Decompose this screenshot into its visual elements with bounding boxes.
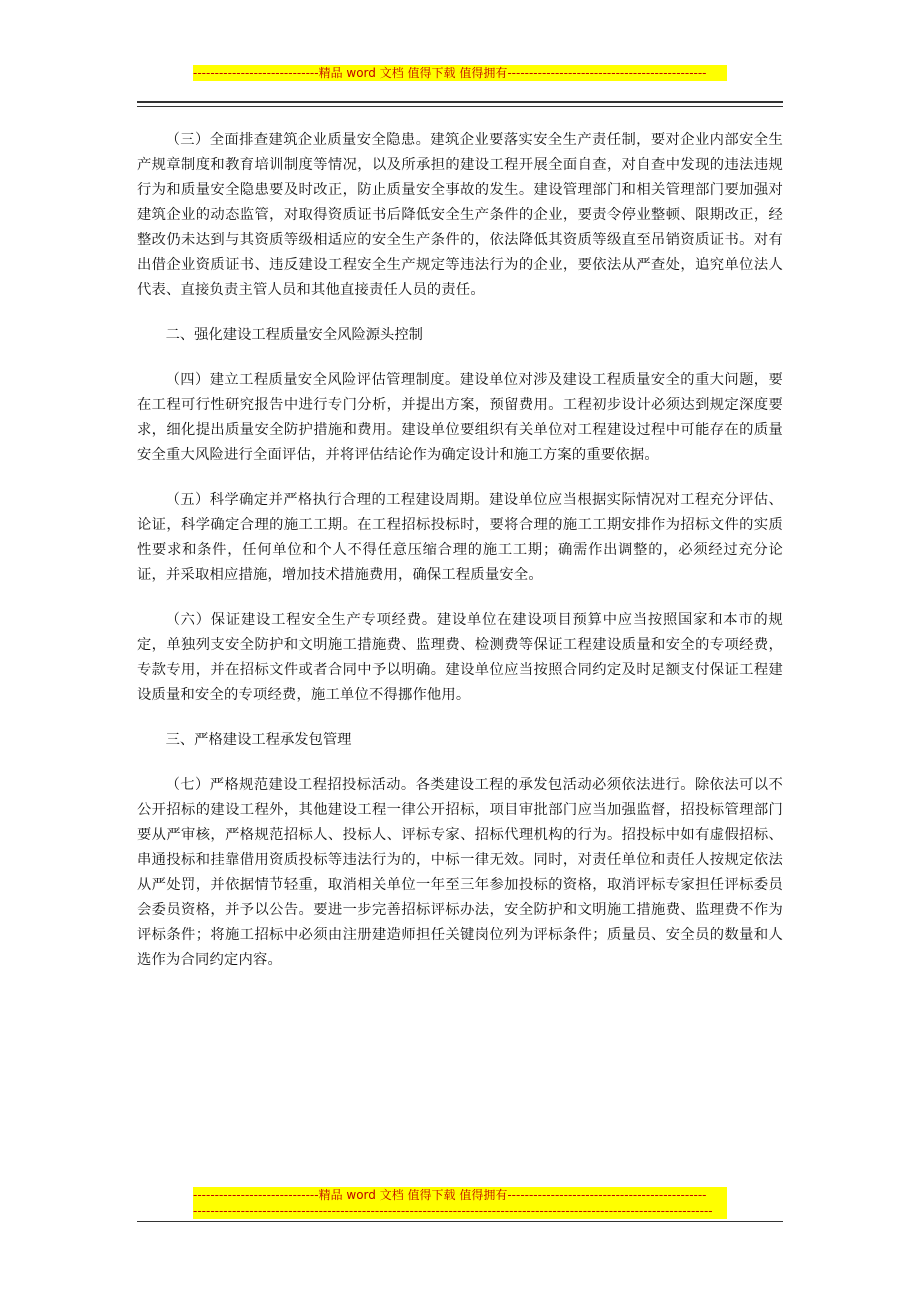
- header-banner-text: -----------------------------精品 word 文档 值得下载 值得拥有----------------------------------------------: [193, 66, 707, 80]
- document-body: [137, 128, 783, 993]
- paragraph-7: （七）严格规范建设工程招投标活动。各类建设工程的承发包活动必须依法进行。除依法可以不公开招标的建设工程外，其他建设工程一律公开招标，项目审批部门应当加强监督，招投标管理部门要从严审核，严格规范招标人、投标人、评标专家、招标代理机构的行为。招投标中如有虚假招标、串通投标和挂靠借用资质投标等违法行为的，中标一律无效。同时，对责任单位和责任人按规定依法从严处罚，并依据情节轻重，取消相关单位一年至三年参加投标的资格，取消评标专家担任评标委员会委员资格，并予以公告。要进一步完善招标评标办法，安全防护和文明施工措施费、监理费不作为评标条件；将施工招标中必须由注册建造师担任关键岗位列为评标条件；质量员、安全员的数量和人选作为合同约定内容。: [137, 777, 783, 968]
- section-heading-3: 三、严格建设工程承发包管理: [165, 732, 352, 748]
- section-heading-2: 二、强化建设工程质量安全风险源头控制: [165, 327, 423, 343]
- paragraph-5: （五）科学确定并严格执行合理的工程建设周期。建设单位应当根据实际情况对工程充分评估、论证，科学确定合理的施工工期。在工程招标投标时，要将合理的施工工期安排作为招标文件的实质性要求和条件，任何单位和个人不得任意压缩合理的施工工期；确需作出调整的，必须经过充分论证，并采取相应措施，增加技术措施费用，确保工程质量安全。: [137, 492, 783, 583]
- header-banner: [193, 65, 727, 81]
- footer-banner-dashes: ------------------------------------------------------------------------------------------------------------------------: [193, 1204, 713, 1218]
- paragraph-3: （三）全面排查建筑企业质量安全隐患。建筑企业要落实安全生产责任制，要对企业内部安全生产规章制度和教育培训制度等情况，以及所承担的建设工程开展全面自查，对自查中发现的违法违规行为和质量安全隐患要及时改正，防止质量安全事故的发生。建设管理部门和相关管理部门要加强对建筑企业的动态监管，对取得资质证书后降低安全生产条件的企业，要责令停业整顿、限期改正，经整改仍未达到与其资质等级相适应的安全生产条件的，依法降低其资质等级直至吊销资质证书。对有出借企业资质证书、违反建设工程安全生产规定等违法行为的企业，要依法从严查处，追究单位法人代表、直接负责主管人员和其他直接责任人员的责任。: [137, 132, 783, 298]
- footer-rule: [137, 1221, 783, 1222]
- footer-banner-text: -----------------------------精品 word 文档 值得下载 值得拥有----------------------------------------------: [193, 1188, 707, 1202]
- header-rule-thin: [137, 106, 783, 107]
- footer-banner: [193, 1187, 727, 1219]
- paragraph-4: （四）建立工程质量安全风险评估管理制度。建设单位对涉及建设工程质量安全的重大问题，要在工程可行性研究报告中进行专门分析，并提出方案，预留费用。工程初步设计必须达到规定深度要求，细化提出质量安全防护措施和费用。建设单位要组织有关单位对工程建设过程中可能存在的质量安全重大风险进行全面评估，并将评估结论作为确定设计和施工方案的重要依据。: [137, 372, 783, 463]
- header-rule-thick: [137, 101, 783, 103]
- paragraph-6: （六）保证建设工程安全生产专项经费。建设单位在建设项目预算中应当按照国家和本市的规定，单独列支安全防护和文明施工措施费、监理费、检测费等保证工程建设质量和安全的专项经费，专款专用，并在招标文件或者合同中予以明确。建设单位应当按照合同约定及时足额支付保证工程建设质量和安全的专项经费，施工单位不得挪作他用。: [137, 612, 783, 703]
